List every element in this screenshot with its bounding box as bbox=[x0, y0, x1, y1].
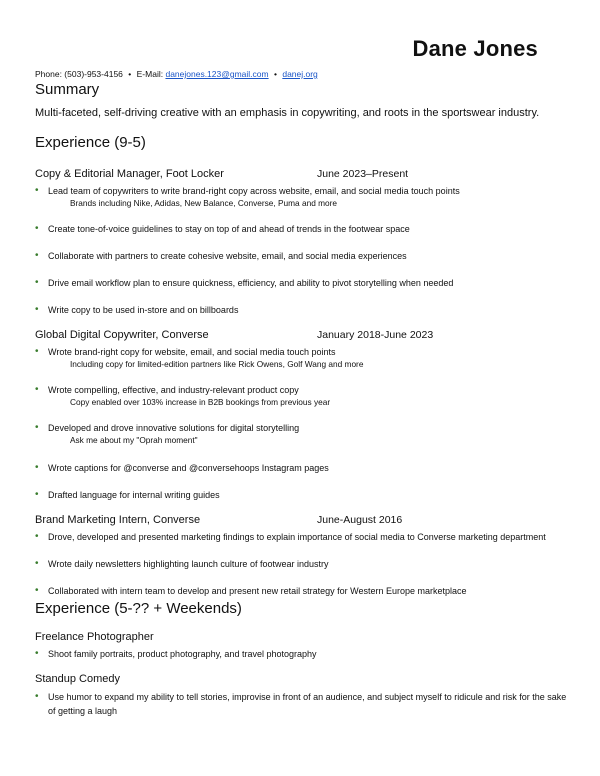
bullet-icon: • bbox=[35, 558, 39, 569]
job-title: Freelance Photographer bbox=[35, 631, 154, 643]
job-title: Standup Comedy bbox=[35, 673, 120, 685]
list-item bbox=[35, 304, 575, 316]
job-entry bbox=[35, 673, 575, 718]
item-text: Wrote brand-right copy for website, email, and social media touch points bbox=[48, 347, 336, 357]
bullet-icon: • bbox=[35, 277, 39, 288]
item-subtext: Brands including Nike, Adidas, New Balance, Converse, Puma and more bbox=[70, 198, 338, 208]
list-item bbox=[35, 250, 575, 262]
bullet-icon: • bbox=[35, 691, 39, 702]
job-title: Global Digital Copywriter, Converse bbox=[35, 329, 209, 341]
bullet-icon: • bbox=[35, 346, 39, 357]
item-text: Use humor to expand my ability to tell stories, improvise in front of an audience, and subject myself to ridicule and risk for the sake of getting a laugh bbox=[48, 692, 567, 716]
job-entry bbox=[35, 631, 575, 660]
item-text: Drafted language for internal writing guides bbox=[48, 490, 220, 500]
list-item bbox=[35, 384, 575, 409]
list-item bbox=[35, 648, 575, 660]
list-item bbox=[35, 585, 575, 597]
job-date: June-August 2016 bbox=[317, 514, 403, 526]
job-bullets bbox=[35, 346, 575, 501]
bullet-icon: • bbox=[35, 384, 39, 395]
separator-dot: • bbox=[273, 69, 277, 79]
website-link[interactable]: danej.org bbox=[282, 69, 318, 79]
job-date: June 2023–Present bbox=[317, 168, 409, 180]
bullet-icon: • bbox=[35, 304, 39, 315]
job-entry bbox=[35, 168, 575, 316]
list-item bbox=[35, 185, 575, 210]
item-text: Developed and drove innovative solutions for digital storytelling bbox=[48, 423, 300, 433]
bullet-icon: • bbox=[35, 648, 39, 659]
job-title: Copy & Editorial Manager, Foot Locker bbox=[35, 168, 224, 180]
job-title: Brand Marketing Intern, Converse bbox=[35, 514, 201, 526]
resume-name: Dane Jones bbox=[412, 36, 538, 61]
list-item bbox=[35, 690, 575, 718]
item-text: Lead team of copywriters to write brand-right copy across website, email, and social media touch points bbox=[48, 186, 460, 196]
item-text: Wrote compelling, effective, and industry-relevant product copy bbox=[48, 385, 299, 395]
job-bullets bbox=[35, 648, 575, 660]
list-item bbox=[35, 422, 575, 447]
job-entry bbox=[35, 329, 575, 501]
job-bullets bbox=[35, 185, 575, 316]
list-item bbox=[35, 346, 575, 371]
list-item bbox=[35, 531, 575, 543]
job-bullets bbox=[35, 531, 575, 597]
email-label: E-Mail: bbox=[136, 69, 164, 79]
item-text: Wrote captions for @converse and @conversehoops Instagram pages bbox=[48, 463, 329, 473]
list-item bbox=[35, 223, 575, 235]
item-text: Drive email workflow plan to ensure quickness, efficiency, and ability to pivot storytelling when needed bbox=[48, 278, 454, 288]
bullet-icon: • bbox=[35, 223, 39, 234]
phone-text: Phone: (503)-953-4156 bbox=[35, 69, 123, 79]
item-subtext: Including copy for limited-edition partners like Rick Owens, Golf Wang and more bbox=[70, 359, 364, 369]
item-subtext: Ask me about my "Oprah moment" bbox=[70, 435, 198, 445]
bullet-icon: • bbox=[35, 462, 39, 473]
bullet-icon: • bbox=[35, 585, 39, 596]
experience-main-heading: Experience (9-5) bbox=[35, 134, 146, 151]
experience-side-heading: Experience (5-?? + Weekends) bbox=[35, 600, 242, 617]
item-text: Create tone-of-voice guidelines to stay on top of and ahead of trends in the footwear space bbox=[48, 224, 410, 234]
list-item bbox=[35, 462, 575, 474]
list-item bbox=[35, 489, 575, 501]
item-text: Collaborate with partners to create cohesive website, email, and social media experiences bbox=[48, 251, 407, 261]
list-item bbox=[35, 277, 575, 289]
bullet-icon: • bbox=[35, 489, 39, 500]
item-text: Collaborated with intern team to develop and present new retail strategy for Western Europe marketplace bbox=[48, 586, 467, 596]
job-date: January 2018-June 2023 bbox=[317, 329, 434, 341]
bullet-icon: • bbox=[35, 185, 39, 196]
bullet-icon: • bbox=[35, 422, 39, 433]
item-subtext: Copy enabled over 103% increase in B2B bookings from previous year bbox=[70, 397, 331, 407]
item-text: Wrote daily newsletters highlighting launch culture of footwear industry bbox=[48, 559, 329, 569]
bullet-icon: • bbox=[35, 250, 39, 261]
item-text: Shoot family portraits, product photography, and travel photography bbox=[48, 649, 317, 659]
contact-line bbox=[35, 69, 318, 79]
list-item bbox=[35, 558, 575, 570]
job-entry bbox=[35, 514, 575, 597]
summary-text: Multi-faceted, self-driving creative with an emphasis in copywriting, and roots in the sportswear industry. bbox=[35, 107, 540, 119]
job-bullets bbox=[35, 690, 575, 718]
email-link[interactable]: danejones.123@gmail.com bbox=[165, 69, 269, 79]
separator-dot: • bbox=[128, 69, 132, 79]
item-text: Write copy to be used in-store and on billboards bbox=[48, 305, 239, 315]
bullet-icon: • bbox=[35, 531, 39, 542]
summary-heading: Summary bbox=[35, 81, 100, 98]
item-text: Drove, developed and presented marketing findings to explain importance of social media to Converse marketing department bbox=[48, 532, 546, 542]
